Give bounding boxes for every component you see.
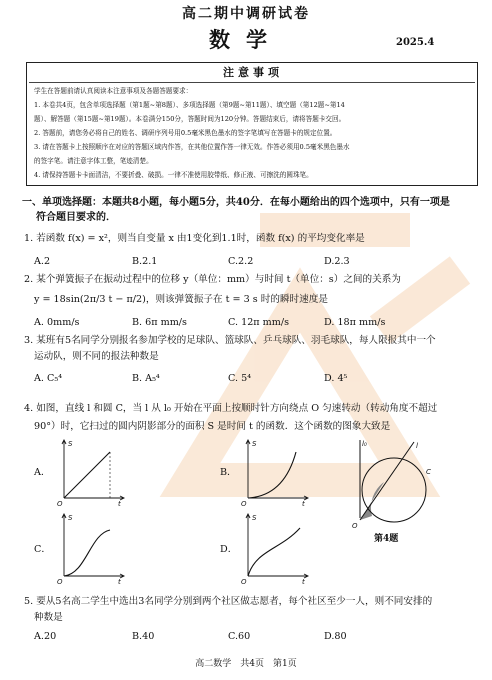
circle-c xyxy=(362,458,426,522)
notice-divider xyxy=(29,82,475,83)
label-l: l xyxy=(416,442,418,450)
q4-option-d-graph xyxy=(240,510,310,584)
exam-title: 数学 xyxy=(209,27,283,52)
question-5-stem: 5. 要从5名高二学生中选出3名同学分别到两个社区做志愿者，每个社区至少一人，则不同安排的 xyxy=(24,596,433,607)
axis-label-t: t xyxy=(118,578,121,584)
q5-option-b: B.40 xyxy=(132,631,155,642)
notice-heading: 注意事项 xyxy=(223,66,283,79)
q3-option-b: B. A₅⁴ xyxy=(132,373,160,384)
axis-label-t: t xyxy=(302,578,305,584)
q4-option-b-letter: B． xyxy=(220,467,237,478)
q3-option-a: A. C₅⁴ xyxy=(34,373,63,384)
q4-option-a-letter: A． xyxy=(34,467,51,478)
question-2-stem: 2. 某个弹簧振子在振动过程中的位移 y（单位：mm）与时间 t（单位：s）之间的关系为 xyxy=(24,274,401,285)
q2-option-c: C. 12π mm/s xyxy=(228,317,290,328)
q4-figure xyxy=(350,436,440,532)
label-o: O xyxy=(352,522,358,530)
q1-option-d: D.2.3 xyxy=(324,256,350,267)
origin-label: O xyxy=(241,578,247,584)
graph-curve xyxy=(64,530,110,576)
q4-option-b-graph xyxy=(240,436,310,506)
question-4-stem: 4. 如图，直线 l 和圆 C，当 l 从 l₀ 开始在平面上按顺时针方向绕点 O 匀速转动（转动角度不超过 xyxy=(24,403,438,414)
question-1-stem: 1. 若函数 f(x) = x²，则当自变量 x 由1变化到1.1时，函数 f(x) 的平均变化率是 xyxy=(24,233,365,244)
q4-option-a-graph xyxy=(56,436,126,506)
notice-line: 题）、解答题（第15题~第19题）。本卷满分150分，答题时间为120分钟。答题结束后，请将答题卡交回。 xyxy=(34,115,346,123)
figure-caption: 第4题 xyxy=(374,534,399,544)
line-l xyxy=(360,442,414,520)
axis-label-s: S xyxy=(252,440,257,448)
question-3-stem: 3. 某班有5名同学分别报名参加学校的足球队、篮球队、乒乓球队、羽毛球队，每人限报其中一个 xyxy=(24,335,436,346)
question-4-stem-cont: 90°）时，它扫过的圆内阴影部分的面积 S 是时间 t 的函数．这个函数的图象大致是 xyxy=(34,421,391,432)
axis-label-s: S xyxy=(252,514,257,522)
q5-option-d: D.80 xyxy=(324,631,347,642)
notice-line: 1. 本卷共4页，包含单项选择题（第1题~第8题）、多项选择题（第9题~第11题）、填空题（第12题~第14 xyxy=(34,101,345,109)
notice-line: 4. 请保持答题卡卡面清洁，不要折叠、破损。一律不准使用胶带纸、修正液、可擦洗的圆珠笔。 xyxy=(34,171,313,179)
q2-option-d: D. 18π mm/s xyxy=(324,317,386,328)
notice-line: 学生在答题前请认真阅读本注意事项及各题答题要求： xyxy=(34,87,193,95)
axis-label-s: S xyxy=(68,440,73,448)
q2-option-a: A. 0mm/s xyxy=(34,317,80,328)
q4-option-c-graph xyxy=(56,510,126,584)
axis-label-t: t xyxy=(302,500,305,506)
q4-option-c-letter: C． xyxy=(34,544,51,555)
graph-curve xyxy=(248,528,300,576)
q1-option-c: C.2.2 xyxy=(228,256,254,267)
graph-curve xyxy=(248,452,296,498)
q5-option-c: C.60 xyxy=(228,631,251,642)
q5-option-a: A.20 xyxy=(34,631,57,642)
q1-option-a: A.2 xyxy=(34,256,51,267)
section-heading: 一、单项选择题：本题共8小题，每小题5分，共40分．在每小题给出的四个选项中，只有一项是 xyxy=(22,197,450,208)
question-5-stem-cont: 种数是 xyxy=(34,612,63,623)
exam-subtitle: 高二期中调研试卷 xyxy=(182,6,310,22)
question-3-stem-cont: 运动队，则不同的报法种数是 xyxy=(34,351,159,362)
notice-box xyxy=(26,62,478,186)
q1-option-b: B.2.1 xyxy=(132,256,158,267)
q4-option-d-letter: D． xyxy=(220,544,238,555)
label-l0: l₀ xyxy=(362,440,367,448)
question-2-formula: y = 18sin(2π/3 t − π/2)，则该弹簧振子在 t = 3 s 时的瞬时速度是 xyxy=(34,294,328,305)
notice-line: 3. 请在答题卡上按照顺序在对应的答题区域内作答，在其他位置作答一律无效。作答必须用0.5毫米黑色墨水 xyxy=(34,143,350,151)
origin-label: O xyxy=(241,500,247,506)
q3-option-c: C. 5⁴ xyxy=(228,373,252,384)
q2-option-b: B. 6π mm/s xyxy=(132,317,187,328)
exam-date: 2025.4 xyxy=(396,37,435,48)
origin-label: O xyxy=(57,578,63,584)
section-heading-cont: 符合题目要求的． xyxy=(36,212,116,223)
notice-line: 的签字笔。请注意字体工整，笔迹清楚。 xyxy=(34,157,153,165)
origin-label: O xyxy=(57,500,63,506)
label-c: C xyxy=(426,468,431,476)
notice-line: 2. 答题前，请您务必将自己的姓名、调研序列号用0.5毫米黑色墨水的签字笔填写在答题卡的规定位置。 xyxy=(34,129,337,137)
axis-label-s: S xyxy=(68,514,73,522)
page-footer: 高二数学 共4页 第1页 xyxy=(195,659,297,669)
q3-option-d: D. 4⁵ xyxy=(324,373,348,384)
axis-label-t: t xyxy=(118,500,121,506)
graph-curve xyxy=(64,452,110,498)
